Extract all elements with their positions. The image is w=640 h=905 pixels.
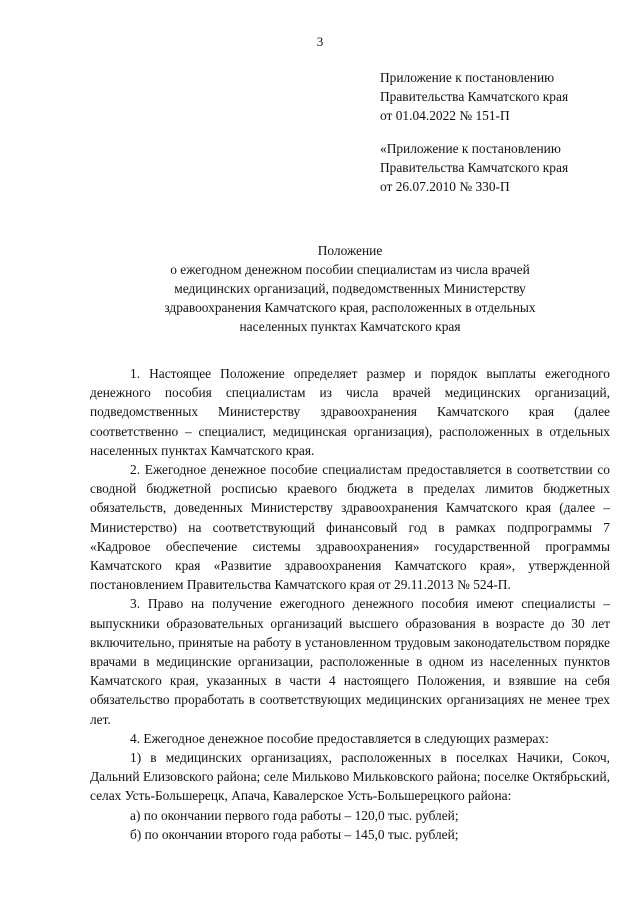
annex-line: от 01.04.2022 № 151-П <box>380 108 510 123</box>
document-title <box>90 241 610 336</box>
paragraph-1: 1. Настоящее Положение определяет размер и порядок выплаты ежегодного денежного пособия специалистам из числа врачей медицинских организаций, подведомственных Министерству здравоохранения Камчатского края (далее соответственно – специалист, медицинская организация), расположенных в отдельных населенных пунктах Камчатского края. <box>90 366 610 458</box>
paragraph-4-item-1-b: б) по окончании второго года работы – 145,0 тыс. рублей; <box>130 826 459 842</box>
paragraph-3: 3. Право на получение ежегодного денежного пособия имеют специалисты – выпускники образовательных организаций высшего образования в возрасте до 30 лет включительно, принятые на работу в установленном трудовым законодательством порядке врачами в медицинские организации, расположенные в одном из населенных пунктов Камчатского края, указанных в части 4 настоящего Положения, и взявшие на себя обязательство проработать в соответствующих медицинских организациях не менее трех лет. <box>90 596 610 727</box>
title-line: Положение <box>317 243 383 258</box>
annex-header-original <box>380 139 620 196</box>
paragraph-4-item-1-a: а) по окончании первого года работы – 120,0 тыс. рублей; <box>130 807 459 823</box>
document-body <box>90 364 610 844</box>
title-line: медицинских организаций, подведомственных Министерству <box>174 281 526 296</box>
paragraph-2: 2. Ежегодное денежное пособие специалистам предоставляется в соответствии со сводной бюджетной росписью краевого бюджета в пределах лимитов бюджетных обязательств, доведенных Министерству здравоохранения Камчатского края (далее – Министерство) на соответствующий финансовый год в рамках подпрограммы 7 «Кадровое обеспечение системы здравоохранения» государственной программы Камчатского края «Развитие здравоохранения Камчатского края», утвержденной постановлением Правительства Камчатского края от 29.11.2013 № 524-П. <box>90 462 610 593</box>
annex-header-current <box>380 68 620 125</box>
annex-line: от 26.07.2010 № 330-П <box>380 179 510 194</box>
paragraph-4: 4. Ежегодное денежное пособие предоставляется в следующих размерах: <box>130 730 549 746</box>
paragraph-4-item-1: 1) в медицинских организациях, расположенных в поселках Начики, Сокоч, Дальний Елизовского района; селе Мильково Мильковского района; поселке Октябрьский, селах Усть-Большерецк, Апача, Кавалерское Усть-Большерецкого района: <box>90 750 610 804</box>
annex-line: Приложение к постановлению <box>380 70 555 85</box>
page-number: 3 <box>316 34 324 49</box>
annex-line: «Приложение к постановлению <box>380 141 561 156</box>
annex-line: Правительства Камчатского края <box>380 160 569 175</box>
annex-line: Правительства Камчатского края <box>380 89 569 104</box>
title-line: о ежегодном денежном пособии специалистам из числа врачей <box>170 262 530 277</box>
title-line: здравоохранения Камчатского края, расположенных в отдельных <box>164 300 536 315</box>
title-line: населенных пунктах Камчатского края <box>239 319 461 334</box>
